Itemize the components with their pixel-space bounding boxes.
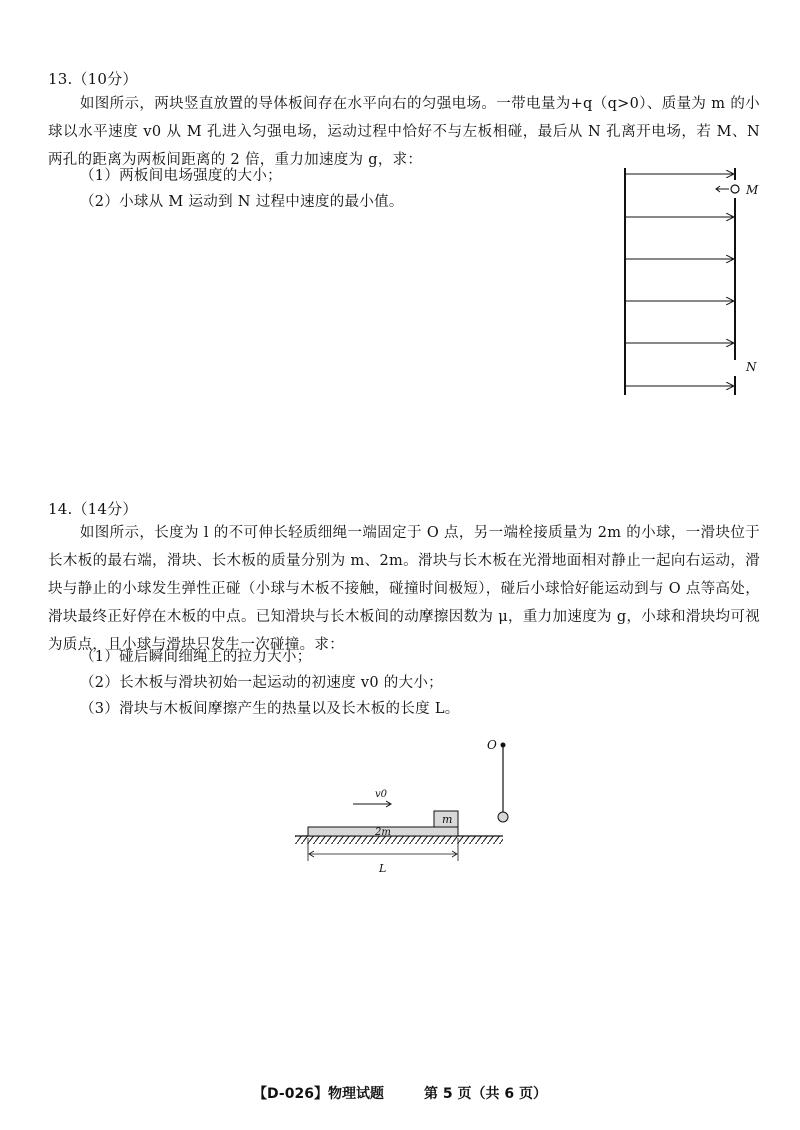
q14-stem: 如图所示，长度为 l 的不可伸长轻质细绳一端固定于 O 点，另一端栓接质量为 2m 的小球，一滑块位于长木板的最右端，滑块、长木板的质量分别为 m、2m。滑块与长木板在光滑地面相对静止一起向右运动，滑块与静止的小球发生弹性正碰（小球与木板不接触，碰撞时间极短），碰后小球恰好能运动到与 O 点等高处，滑块最终正好停在木板的中点。已知滑块与长木板间的动摩擦因数为 μ，重力加速度为 g，小球和滑块均可视为质点，且小球与滑块只发生一次碰撞。求： (48, 525, 760, 653)
q14-header: 14.（14分） (48, 500, 138, 518)
q13-stem: 如图所示，两块竖直放置的导体板间存在水平向右的匀强电场。一带电量为+q（q>0）、质量为 m 的小球以水平速度 v0 从 M 孔进入匀强电场，运动过程中恰好不与左板相碰，最后从 N 孔离开电场，若 M、N 两孔的距离为两板间距离的 2 倍，重力加速度为 g，求： (48, 96, 760, 168)
hanging-ball (498, 812, 508, 822)
label-length: L (379, 862, 387, 875)
ball (731, 185, 739, 193)
q13-sub1: （1）两板间电场强度的大小； (80, 168, 282, 184)
q14-sub1: （1）碰后瞬间细绳上的拉力大小； (80, 649, 312, 665)
label-board: 2m (375, 827, 391, 838)
label-n: N (746, 360, 757, 374)
label-block: m (442, 813, 453, 826)
q13-figure (610, 160, 770, 400)
q14-sub2: （2）长木板与滑块初始一起运动的初速度 v0 的大小； (80, 675, 443, 691)
q14-figure (285, 730, 525, 880)
label-m: M (746, 183, 759, 197)
q13-sub2: （2）小球从 M 运动到 N 过程中速度的最小值。 (80, 194, 404, 210)
label-v0: v0 (375, 789, 388, 800)
q13-header: 13.（10分） (48, 70, 138, 88)
page-number: 第 5 页（共 6 页） (423, 1086, 547, 1102)
label-o: O (487, 738, 497, 752)
page-footer (0, 1083, 800, 1103)
ground-hatch (295, 836, 503, 844)
q14-sub3: （3）滑块与木板间摩擦产生的热量以及长木板的长度 L。 (80, 701, 460, 717)
exam-code: 【D-026】物理试题 (253, 1086, 384, 1102)
